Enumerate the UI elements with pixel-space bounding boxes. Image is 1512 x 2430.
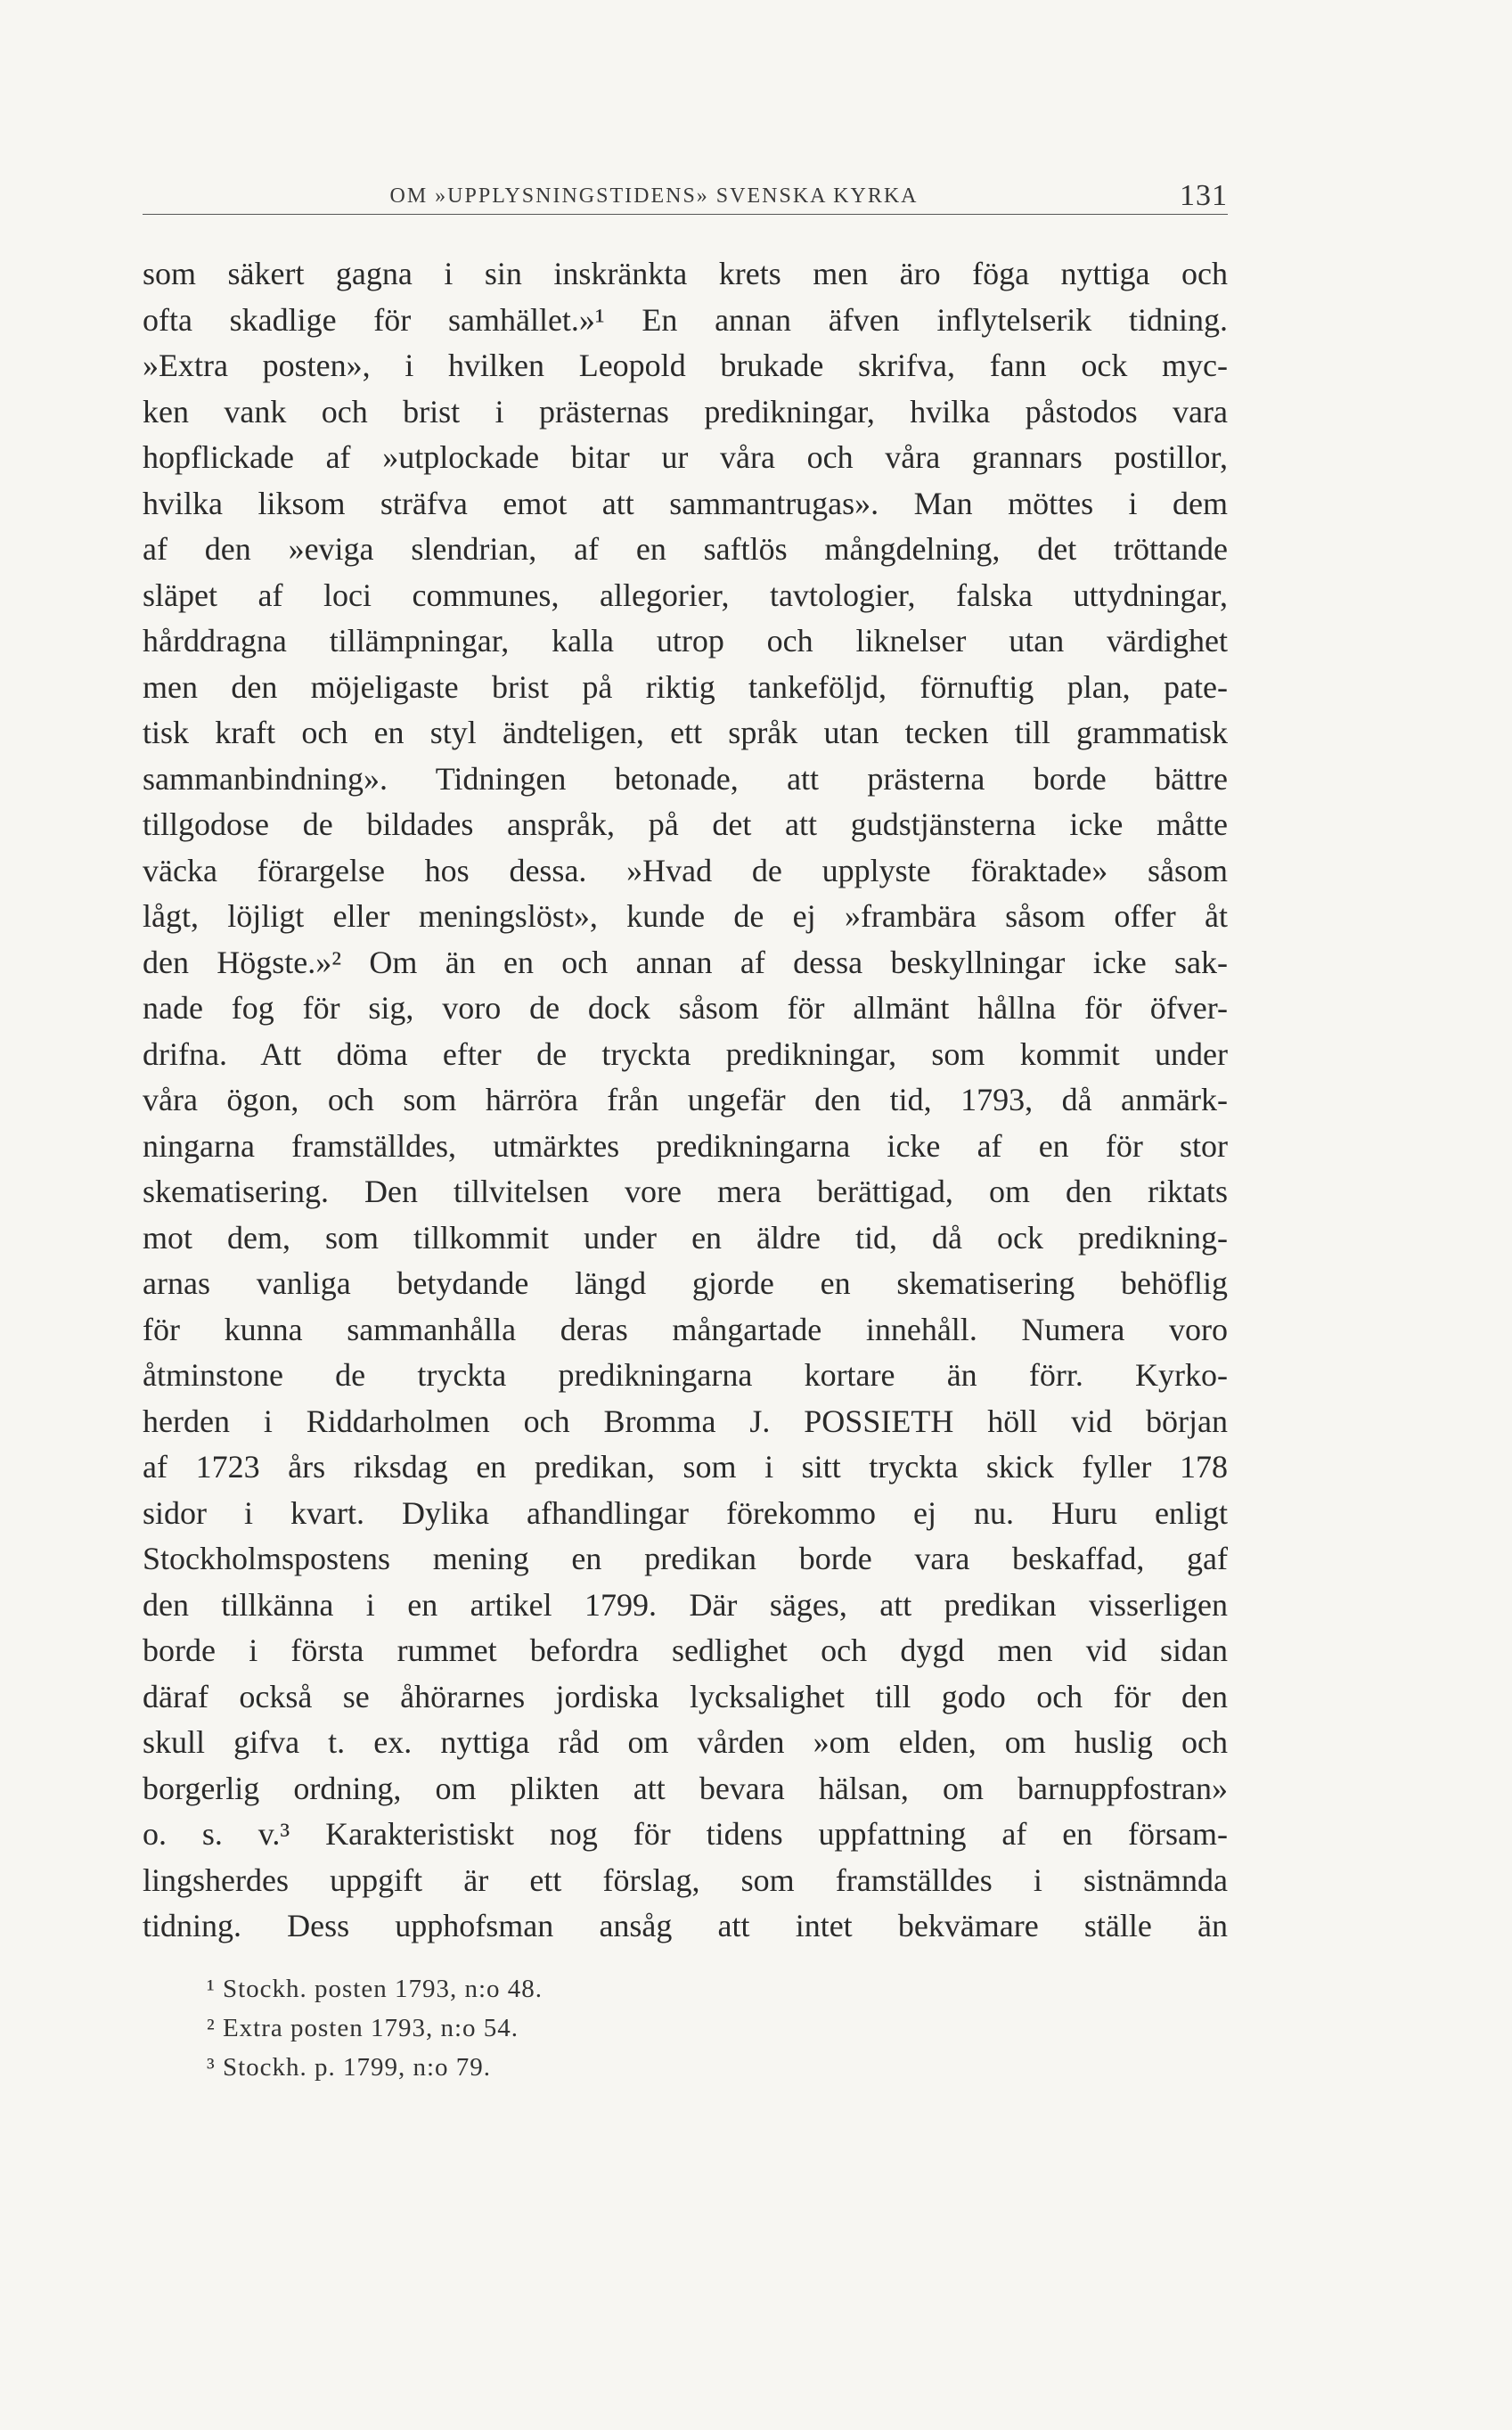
text-line: o. s. v.³ Karakteristiskt nog för tidens uppfattning af en försam-	[143, 1816, 1228, 1852]
running-title: OM »UPPLYSNINGSTIDENS» SVENSKA KYRKA	[389, 184, 919, 208]
text-line: sammanbindning». Tidningen betonade, att prästerna borde bättre	[143, 760, 1228, 797]
footnote: ³ Stockh. p. 1799, n:o 79.	[207, 2053, 492, 2082]
text-line: åtminstone de tryckta predikningarna kortare än förr. Kyrko-	[143, 1357, 1228, 1393]
text-line: lingsherdes uppgift är ett förslag, som framställdes i sistnämnda	[143, 1861, 1228, 1898]
text-line: skematisering. Den tillvitelsen vore mera berättigad, om den riktats	[143, 1174, 1228, 1209]
text-line: af den »eviga slendrian, af en saftlös mångdelning, det tröttande	[143, 531, 1228, 567]
text-line: ken vank och brist i prästernas predikningar, hvilka påstodos vara	[143, 393, 1228, 430]
text-line: tillgodose de bildades anspråk, på det att gudstjänsterna icke måtte	[143, 806, 1228, 842]
page-header	[143, 178, 1228, 215]
text-line: hopflickade af »utplockade bitar ur våra och våra grannars postillor,	[143, 439, 1228, 475]
page-number: 131	[1180, 179, 1228, 212]
text-line: den tillkänna i en artikel 1799. Där säges, att predikan visserligen	[143, 1586, 1228, 1623]
text-line: drifna. Att döma efter de tryckta predikningar, som kommit under	[143, 1035, 1228, 1072]
text-line: väcka förargelse hos dessa. »Hvad de upplyste föraktade» såsom	[143, 852, 1228, 888]
text-line: ningarna framställdes, utmärktes predikningarna icke af en för stor	[143, 1127, 1228, 1164]
footnote: ² Extra posten 1793, n:o 54.	[207, 2014, 519, 2042]
text-line: däraf också se åhörarnes jordiska lycksalighet till godo och för den	[143, 1678, 1228, 1714]
footnotes	[207, 1969, 1009, 2087]
text-line: sidor i kvart. Dylika afhandlingar förekommo ej nu. Huru enligt	[143, 1494, 1228, 1531]
text-line: för kunna sammanhålla deras mångartade innehåll. Numera voro	[143, 1311, 1228, 1347]
text-line: hårddragna tillämpningar, kalla utrop och liknelser utan värdighet	[143, 623, 1228, 659]
footnote: ¹ Stockh. posten 1793, n:o 48.	[207, 1975, 544, 2003]
text-line: mot dem, som tillkommit under en äldre tid, då ock predikning-	[143, 1219, 1228, 1256]
text-line: borgerlig ordning, om plikten att bevara hälsan, om barnuppfostran»	[143, 1770, 1228, 1806]
text-line: Stockholmspostens mening en predikan borde vara beskaffad, gaf	[143, 1541, 1228, 1576]
text-line: släpet af loci communes, allegorier, tavtologier, falska uttydningar,	[143, 577, 1228, 613]
text-line: herden i Riddarholmen och Bromma J. POSSIETH höll vid början	[143, 1403, 1228, 1439]
text-line: hvilka liksom sträfva emot att sammantrugas». Man möttes i dem	[143, 485, 1228, 521]
text-line: som säkert gagna i sin inskränkta krets men äro föga nyttiga och	[143, 256, 1228, 291]
text-line: »Extra posten», i hvilken Leopold brukade skrifva, fann ock myc-	[143, 348, 1228, 383]
text-line: lågt, löjligt eller meningslöst», kunde de ej »frambära såsom offer åt	[143, 898, 1228, 934]
text-line: men den möjeligaste brist på riktig tankeföljd, förnuftig plan, pate-	[143, 668, 1228, 705]
text-line: ofta skadlige för samhället.»¹ En annan äfven inflytelserik tidning.	[143, 301, 1228, 338]
text-line: den Högste.»² Om än en och annan af dessa beskyllningar icke sak-	[143, 944, 1228, 980]
text-line: af 1723 års riksdag en predikan, som i sitt tryckta skick fyller 178	[143, 1449, 1228, 1485]
text-line: skull gifva t. ex. nyttiga råd om vården »om elden, om huslig och	[143, 1724, 1228, 1760]
text-line: nade fog för sig, voro de dock såsom för allmänt hållna för öfver-	[143, 990, 1228, 1026]
text-line: tisk kraft och en styl ändteligen, ett språk utan tecken till grammatisk	[143, 715, 1228, 750]
text-line: våra ögon, och som härröra från ungefär den tid, 1793, då anmärk-	[143, 1082, 1228, 1117]
body-text	[143, 251, 1228, 1950]
text-line: arnas vanliga betydande längd gjorde en skematisering behöflig	[143, 1265, 1228, 1301]
text-line: tidning. Dess upphofsman ansåg att intet bekvämare ställe än	[143, 1908, 1228, 1943]
text-line: borde i första rummet befordra sedlighet och dygd men vid sidan	[143, 1632, 1228, 1668]
